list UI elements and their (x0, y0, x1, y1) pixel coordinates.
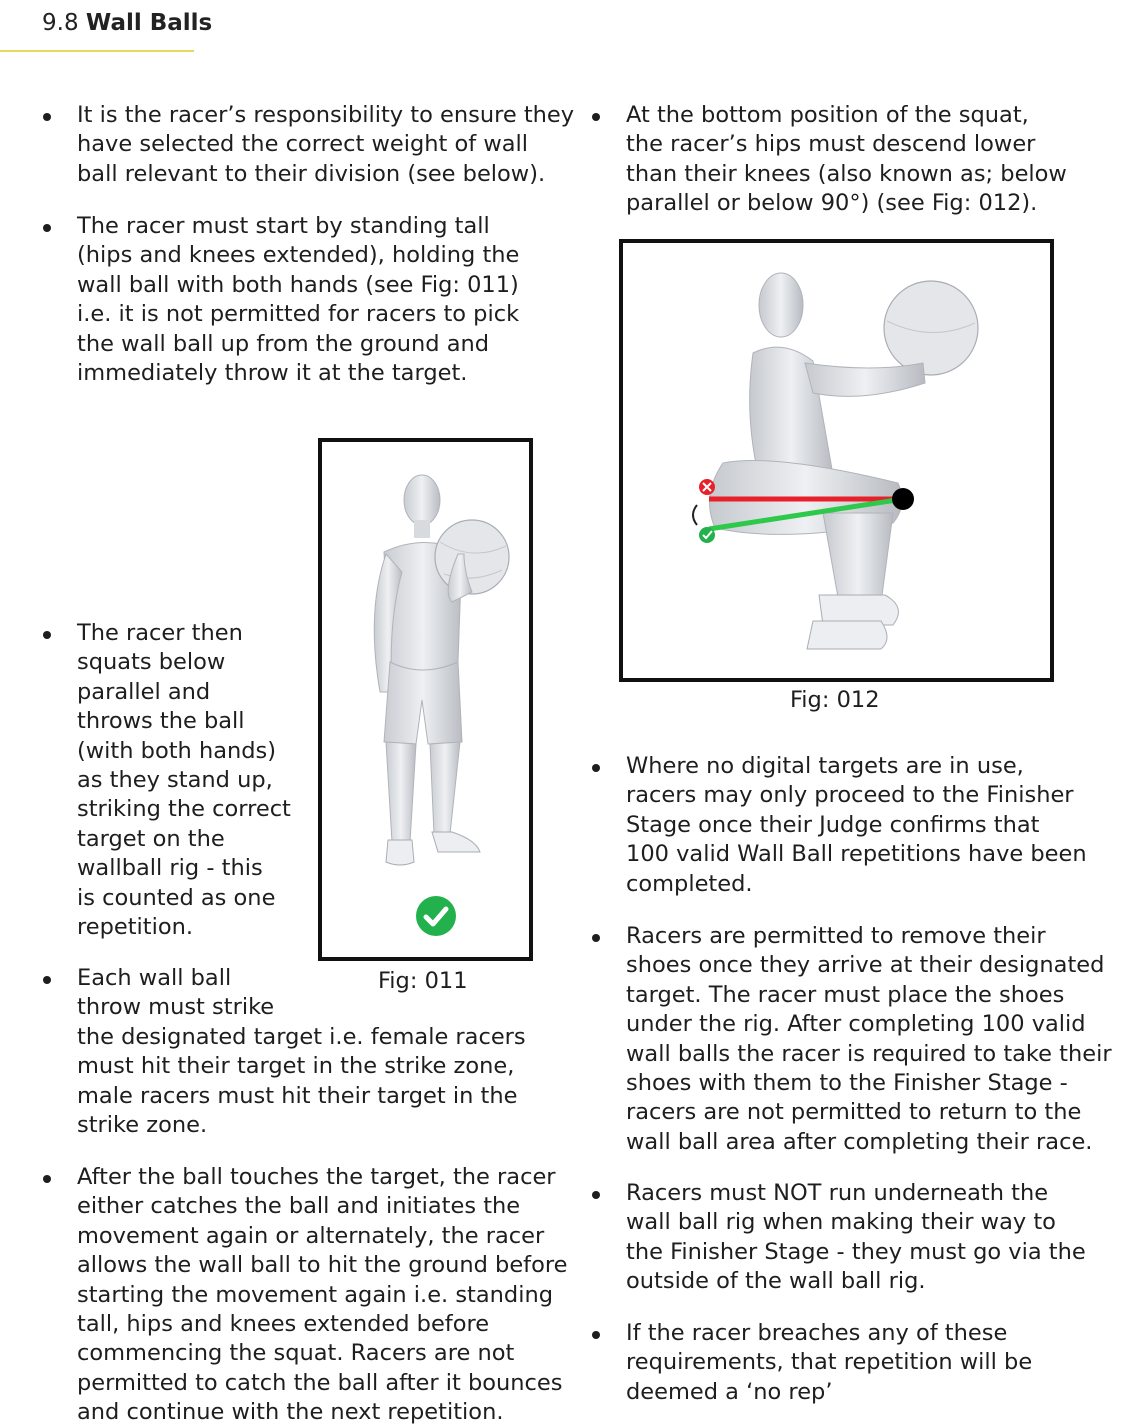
text-line: the designated target i.e. female racers (77, 1023, 526, 1050)
text-line: Stage once their Judge confirms that (626, 811, 1040, 838)
text-line: ball relevant to their division (see below). (77, 160, 546, 187)
text-line: The racer then (77, 620, 243, 646)
text-line: the wall ball up from the ground and (77, 330, 490, 357)
text-line: throw must strike (77, 994, 275, 1021)
text-line: shoes once they arrive at their designated (626, 952, 1105, 979)
text-line: parallel or below 90°) (see Fig: 012). (626, 190, 1038, 217)
section-number: 9.8 (42, 10, 79, 36)
text-line: than their knees (also known as; below (626, 160, 1067, 187)
text-line: wall ball rig when making their way to (626, 1209, 1056, 1236)
text-line: the Finisher Stage - they must go via the (626, 1238, 1086, 1265)
squat-figure-illustration (623, 243, 1050, 678)
text-line: target on the (77, 825, 225, 852)
bullet-icon (592, 1331, 600, 1339)
text-line: male racers must hit their target in the (77, 1082, 518, 1109)
text-line: parallel and (77, 678, 211, 705)
text-line: the racer’s hips must descend lower (626, 131, 1036, 158)
text-line: and continue with the next repetition. (77, 1399, 504, 1426)
text-line: allows the wall ball to hit the ground before (77, 1252, 568, 1279)
text-line: striking the correct (77, 796, 291, 823)
left-bullet-3 (77, 619, 291, 942)
section-title: Wall Balls (85, 10, 213, 36)
right-bullet-5 (626, 1319, 1032, 1407)
text-line: racers are not permitted to return to the (626, 1099, 1082, 1126)
text-line: wallball rig - this (77, 855, 263, 882)
figure-011 (318, 438, 533, 961)
standing-figure-illustration (322, 442, 529, 957)
text-line: is counted as one (77, 884, 276, 911)
text-line: It is the racer’s responsibility to ensure they (77, 102, 575, 128)
text-line: under the rig. After completing 100 valid (626, 1011, 1086, 1038)
bullet-icon (43, 976, 51, 984)
text-line: tall, hips and knees extended before (77, 1311, 490, 1338)
text-line: movement again or alternately, the racer (77, 1222, 545, 1249)
left-bullet-2 (77, 212, 519, 388)
text-line: squats below (77, 649, 226, 676)
text-line: throws the ball (77, 708, 245, 735)
text-line: completed. (626, 870, 753, 897)
text-line: (with both hands) (77, 737, 277, 764)
bullet-icon (592, 113, 600, 121)
text-line: wall balls the racer is required to take their (626, 1040, 1112, 1067)
heading-underline (0, 50, 194, 52)
text-line: Racers are permitted to remove their (626, 923, 1046, 949)
text-line: strike zone. (77, 1112, 208, 1139)
text-line: (hips and knees extended), holding the (77, 242, 520, 269)
bullet-icon (592, 934, 600, 942)
right-bullet-2 (626, 752, 1087, 899)
text-line: After the ball touches the target, the racer (77, 1164, 556, 1190)
text-line: permitted to catch the ball after it bounces (77, 1369, 563, 1396)
text-line: starting the movement again i.e. standing (77, 1281, 554, 1308)
text-line: Where no digital targets are in use, (626, 753, 1024, 779)
bullet-icon (43, 113, 51, 121)
right-bullet-4 (626, 1179, 1086, 1297)
text-line: must hit their target in the strike zone, (77, 1053, 515, 1080)
bullet-icon (43, 224, 51, 232)
text-line: have selected the correct weight of wall (77, 131, 529, 158)
text-line: either catches the ball and initiates the (77, 1193, 521, 1220)
bullet-icon (592, 1191, 600, 1199)
text-line: as they stand up, (77, 767, 273, 794)
text-line: Each wall ball (77, 965, 232, 991)
check-icon (699, 527, 715, 543)
bullet-icon (592, 764, 600, 772)
text-line: Racers must NOT run underneath the (626, 1180, 1049, 1206)
right-bullet-3 (626, 922, 1112, 1157)
text-line: repetition. (77, 914, 194, 941)
left-bullet-1 (77, 101, 574, 189)
figure-012-caption: Fig: 012 (790, 687, 880, 713)
text-line: immediately throw it at the target. (77, 360, 468, 387)
text-line: target. The racer must place the shoes (626, 981, 1065, 1008)
figure-011-caption: Fig: 011 (378, 968, 468, 994)
text-line: wall ball area after completing their race. (626, 1128, 1093, 1155)
bullet-icon (43, 1175, 51, 1183)
text-line: 100 valid Wall Ball repetitions have been (626, 841, 1087, 868)
text-line: If the racer breaches any of these (626, 1320, 1008, 1346)
text-line: wall ball with both hands (see Fig: 011) (77, 271, 519, 298)
text-line: At the bottom position of the squat, (626, 102, 1029, 128)
text-line: outside of the wall ball rig. (626, 1268, 926, 1295)
text-line: racers may only proceed to the Finisher (626, 782, 1074, 809)
right-bullet-1 (626, 101, 1067, 219)
section-heading (42, 10, 212, 36)
figure-012 (619, 239, 1054, 682)
text-line: requirements, that repetition will be (626, 1349, 1033, 1376)
check-icon (414, 894, 458, 938)
text-line: commencing the squat. Racers are not (77, 1340, 515, 1367)
bullet-icon (43, 631, 51, 639)
text-line: shoes with them to the Finisher Stage - (626, 1070, 1068, 1097)
text-line: deemed a ‘no rep’ (626, 1378, 833, 1405)
text-line: The racer must start by standing tall (77, 213, 490, 239)
text-line: i.e. it is not permitted for racers to pick (77, 301, 520, 328)
left-bullet-5 (77, 1163, 567, 1428)
